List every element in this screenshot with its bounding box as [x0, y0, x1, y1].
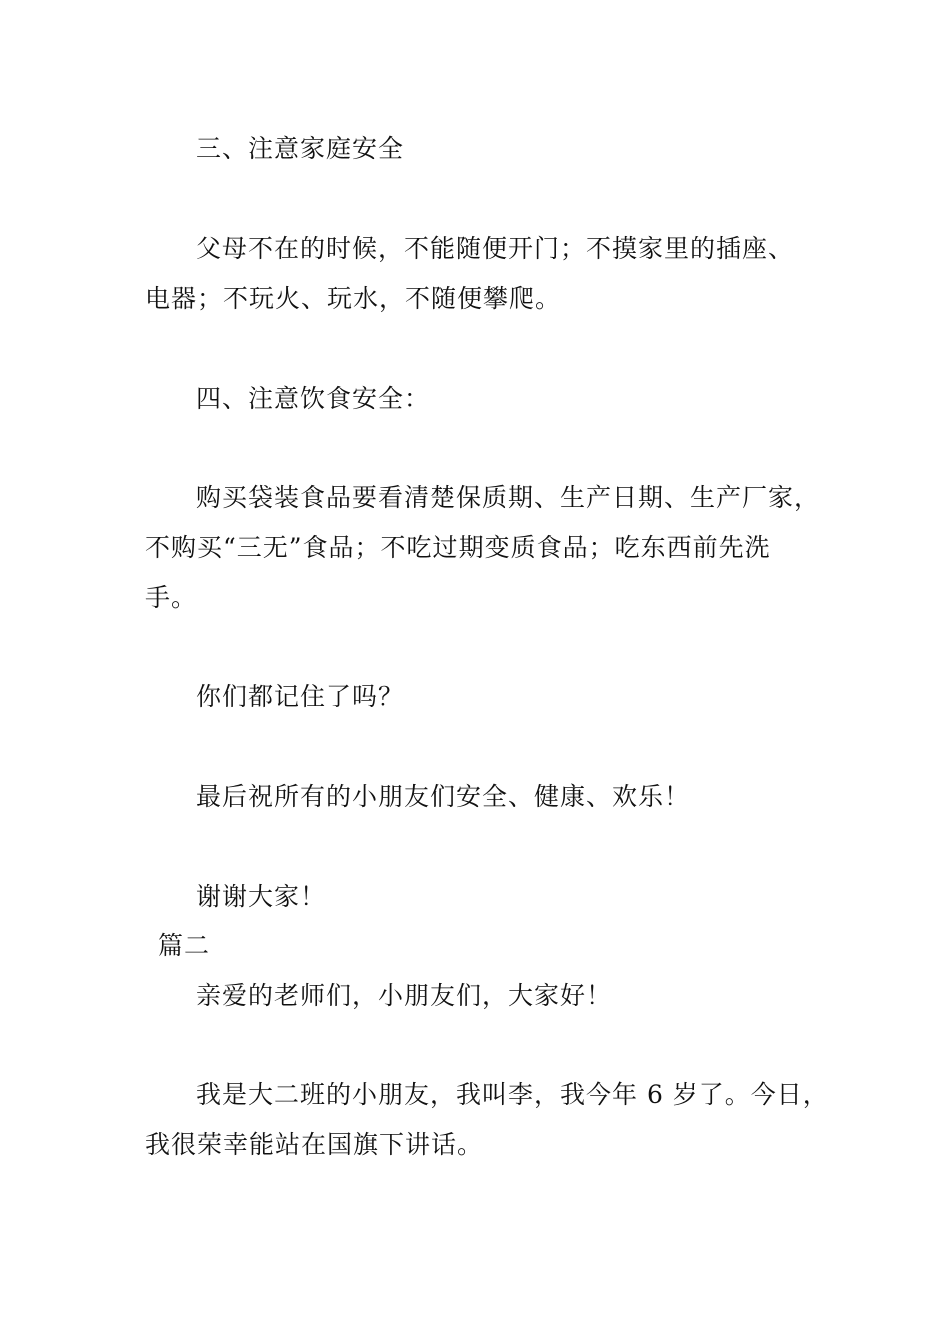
paragraph-line: 父母不在的时候，不能随便开门；不摸家里的插座、: [196, 234, 795, 263]
paragraph-line: 电器；不玩火、玩水，不随便攀爬。: [145, 284, 562, 313]
paragraph-line: 购买袋装食品要看清楚保质期、生产日期、生产厂家，: [196, 483, 821, 512]
section-heading-food-safety: 四、注意饮食安全：: [196, 384, 431, 413]
closing-wish: 最后祝所有的小朋友们安全、健康、欢乐！: [196, 782, 691, 811]
thanks-line: 谢谢大家！: [196, 882, 327, 911]
part-title: 篇二: [158, 931, 211, 960]
paragraph-line: 手。: [145, 583, 198, 612]
paragraph-line: 不购买“三无”食品；不吃过期变质食品；吃东西前先洗: [145, 533, 771, 562]
question-line: 你们都记住了吗？: [196, 682, 405, 711]
paragraph-line: 我很荣幸能站在国旗下讲话。: [145, 1130, 484, 1159]
paragraph-line: 我是大二班的小朋友，我叫李，我今年 6 岁了。今日，: [196, 1080, 829, 1109]
greeting-line: 亲爱的老师们，小朋友们，大家好！: [196, 981, 613, 1010]
section-heading-home-safety: 三、注意家庭安全: [196, 134, 405, 163]
